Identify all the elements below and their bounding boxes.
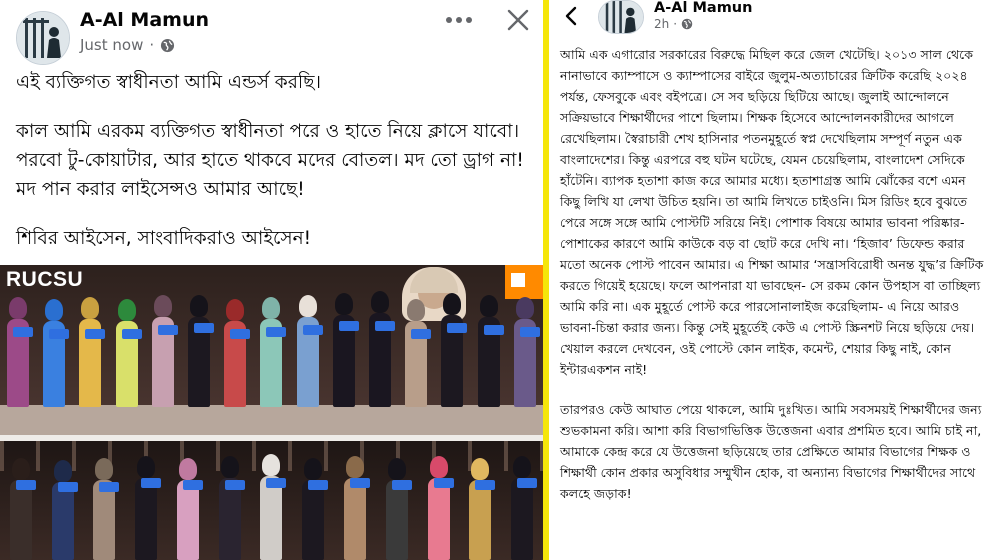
student-figure — [116, 299, 138, 407]
student-figure — [224, 299, 246, 407]
back-button[interactable] — [559, 3, 583, 29]
author-name[interactable]: A-Al Mamun — [654, 0, 753, 16]
post-paragraph: আমি এক এগারোর সরকারের বিরুদ্ধে মিছিল করে জেল খেটেছি। ২০১৩ সাল থেকে নানাভাবে ক্যাম্পাসে ও ক্যাম্পাসের বাইরে জুলুম-অত্যাচারের ক্রিটিক করেছি ২০২৪ পর্যন্ত, ফেসবুকে এবং বইপত্রে। সে সব ছড়িয়ে ছিটিয়ে আছে। জুলাই আন্দোলনে সক্রিয়ভাবে শিক্ষার্থীদের পাশে ছিলাম। শিক্ষক হিসেবে আন্দোলনকারীদের আগলে রেখেছিলাম। স্বৈরাচারী শেখ হাসিনার পতনমুহূর্তে স্বপ্ন দেখেছিলাম সম্পূর্ণ নতুন এক বাংলাদেশের। কিন্তু এরপরে বহু ঘটন ঘটেছে, যেমন চেয়েছিলাম, বাংলাদেশ সেদিকে হাঁটেনি। ব্যাপক হতাশা কাজ করে আমার মধ্যে। হতাশাগ্রস্ত আমি ঝোঁকের বশে এমন কিছু লিখি যা লেখা উচিত হয়নি। তা আমি লিখতে চাইওনি। মিস রিডিং হবে বুঝতে পেরে সঙ্গে সঙ্গে আমি পোস্টটি সরিয়ে নিই। পোশাক বিষয়ে আমার ভাবনা পরিষ্কার- পোশাকের কারণে আমি কাউকে বড় বা ছোট করে দেখি না। ‘হিজাব’ ডিফেন্ড করার মতো অনেক পোস্ট পাবেন আমার। এ শিক্ষা আমার ‘সন্ত্রাসবিরোধী অনন্ত যুদ্ধ’র ক্রিটিক করতে গিয়েই হয়েছে। ফলে আপনারা যা ভাবছেন- সে রকম কোন উপহাস বা তাচ্ছিল্য আমি করি না। এক মুহূর্তে পোস্ট করে পারসোনালাইজ করেছিলাম- এ নিয়ে আরও ভাবনা-চিন্তা করার জন্য। কিন্তু সেই মুহূর্তেই কেউ এ পোস্ট স্ক্রিনশট নিয়ে ছড়িয়ে দেয়। খেয়াল করলে দেখবেন, ওই পোস্টে কোন লাইক, কমেন্ট, শেয়ার কিছু নাই, কোন ইন্টারএকশন নাই! — [560, 47, 984, 377]
post-body — [16, 68, 531, 253]
student-figure — [93, 458, 115, 560]
dot-separator: · — [673, 17, 678, 31]
student-figure — [344, 456, 366, 560]
author-name[interactable]: A-Al Mamun — [80, 9, 210, 31]
avatar[interactable] — [598, 0, 644, 34]
globe-icon — [160, 38, 175, 53]
photo-label: RUCSU — [6, 268, 84, 291]
student-figure — [302, 458, 324, 560]
student-figure — [52, 460, 74, 560]
dot-separator: · — [149, 36, 155, 54]
student-figure — [469, 458, 491, 560]
post-meta — [654, 17, 693, 31]
student-figure — [478, 295, 500, 407]
student-figure — [369, 291, 391, 407]
post-paragraph: এই ব্যক্তিগত স্বাধীনতা আমি এন্ডর্স করছি। — [16, 72, 322, 93]
avatar-silhouette-icon — [17, 12, 69, 64]
post-paragraph: কাল আমি এরকম ব্যক্তিগত স্বাধীনতা পরে ও হাতে নিয়ে ক্লাসে যাবো। পরবো টু-কোয়াটার, আর হাতে থাকবে মদের বোতল। মদ তো ড্রাগ না! মদ পান করার লাইসেন্সও আমার আছে! — [16, 121, 524, 200]
stage-floor — [0, 405, 543, 437]
student-figure — [43, 299, 65, 407]
globe-icon — [681, 18, 693, 30]
post-meta — [80, 36, 175, 54]
student-figure — [514, 297, 536, 407]
student-figure — [260, 454, 282, 560]
student-figure — [135, 456, 157, 560]
right-post-panel — [549, 0, 995, 560]
student-figure — [333, 293, 355, 407]
students-row-top — [0, 295, 543, 407]
student-figure — [219, 456, 241, 560]
student-figure — [7, 297, 29, 407]
more-icon — [445, 16, 473, 24]
student-figure — [152, 295, 174, 407]
post-photo[interactable] — [0, 265, 543, 560]
student-figure — [297, 295, 319, 407]
more-options-button[interactable] — [442, 8, 476, 32]
timestamp[interactable]: 2h — [654, 17, 670, 31]
post-paragraph: তারপরও কেউ আঘাত পেয়ে থাকলে, আমি দুঃখিত। আমি সবসময়ই শিক্ষার্থীদের জন্য শুভকামনা করি। আশা করি বিভাগভিত্তিক উত্তেজনা এবার প্রশমিত হবে। আমি চাই না, আমাকে কেন্দ্র করে যে উত্তেজনা ছড়িয়েছে তার প্রেক্ষিতে আমার বিভাগের শিক্ষক ও শিক্ষার্থী কোন প্রকার অসুবিধার সম্মুখীন হোক, বা অন্যান্য বিভাগের শিক্ষার্থীদের সাথে কলহে জড়াক! — [560, 402, 982, 501]
students-row-bottom — [0, 457, 543, 560]
corner-mark — [505, 265, 543, 299]
avatar-silhouette-icon — [599, 1, 643, 33]
student-figure — [405, 299, 427, 407]
student-figure — [441, 293, 463, 407]
post-paragraph: শিবির আইসেন, সাংবাদিকরাও আইসেন! — [16, 228, 312, 249]
timestamp[interactable]: Just now — [80, 36, 144, 54]
close-icon — [507, 9, 529, 31]
post-body — [560, 44, 988, 504]
student-figure — [511, 456, 533, 560]
close-button[interactable] — [503, 5, 533, 35]
student-figure — [386, 458, 408, 560]
avatar[interactable] — [16, 11, 70, 65]
student-figure — [177, 458, 199, 560]
student-figure — [188, 295, 210, 407]
student-figure — [10, 458, 32, 560]
student-figure — [428, 456, 450, 560]
student-figure — [260, 297, 282, 407]
back-arrow-icon — [564, 6, 578, 26]
student-figure — [79, 297, 101, 407]
